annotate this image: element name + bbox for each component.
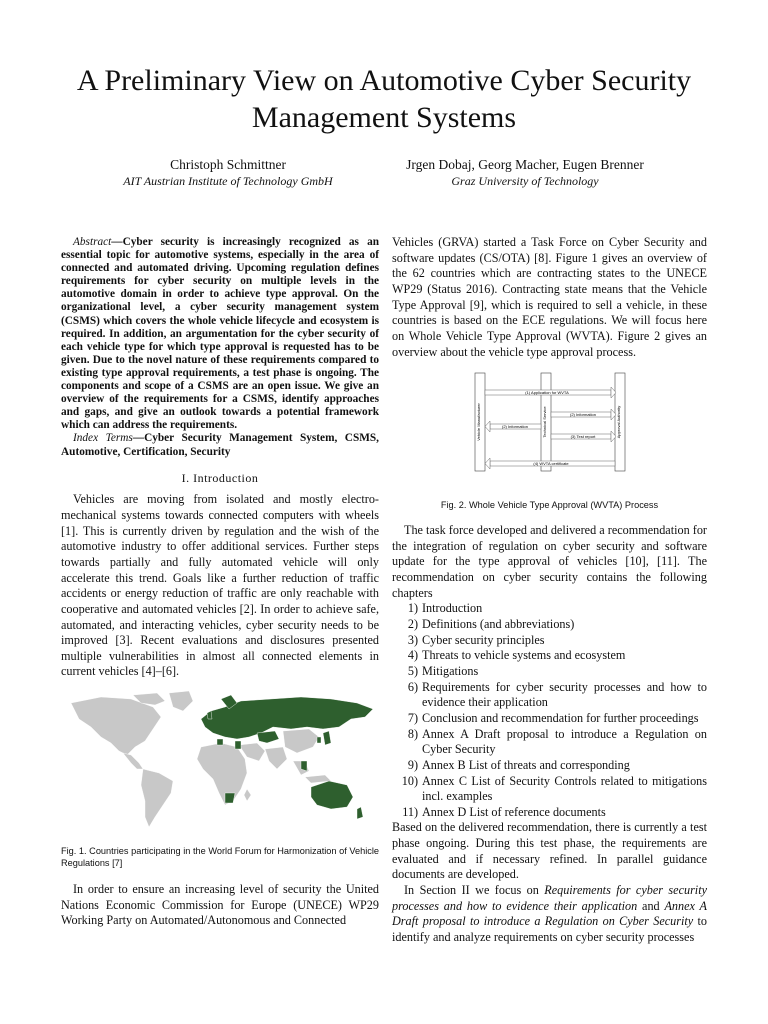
list-item: 1) Introduction [407, 601, 483, 616]
author-name: Jrgen Dobaj, Georg Macher, Eugen Brenner [406, 157, 644, 172]
message-label: (2) Information [569, 412, 597, 417]
author-block-2 [380, 156, 670, 190]
figure-1-caption: Fig. 1. Countries participating in the World Forum for Harmonization of Vehicle Regulations [7] [61, 846, 379, 868]
right-column-top [392, 235, 707, 360]
message-label: (3) Test report [570, 434, 596, 439]
paragraph: Vehicles (GRVA) started a Task Force on Cyber Security and software updates (CS/OTA) [8]. Figure 1 gives an overview of the 62 countries which are contracting states to the UNECE WP29 (Status 2016). Contracting state means that the Vehicle Type Approval [9], which is required to sell a vehicle, in these countries is based on the ECE regulations. We will focus here on Whole Vehicle Type Approval (WVTA). Figure 2 gives an overview about the vehicle type approval process. [392, 235, 707, 359]
abstract: Abstract—Cyber security is increasingly recognized as an essential topic for automotive systems, especially in the area of connected and automated driving. Upcoming regulation defines requirements for cyber security on multiple levels in the automotive domain in order to achieve type approval. On the organizational level, a cyber security management system (CSMS) which covers the whole vehicle lifecycle and ecosystem is required. In addition, an argumentation for the cyber security of each vehicle type for which type approval is requested has to be given. Due to the novel nature of these requirements compared to existing type approval requirements, a test phase is ongoing. The components and scope of a CSMS are an open issue. We give an overview of the requirements for a CSMS, identify approaches and gaps, and give an outlook towards a potential framework which can address the requirements. [61, 236, 379, 432]
author-affiliation: AIT Austrian Institute of Technology GmbH [123, 174, 333, 188]
paragraph: In Section II we focus on Requirements for cyber security processes and how to evidence their application and Annex A Draft proposal to introduce a Regulation on Cyber Security to identify and analyze requirements on cyber security processes [392, 883, 708, 945]
world-map-figure [61, 689, 379, 835]
paragraph: Based on the delivered recommendation, there is currently a test phase ongoing. During this test phase, the requirements are evaluated and if necessary refined. In parallel guidance documents are developed. [392, 820, 707, 882]
actor-label: Technical Service [542, 406, 547, 438]
wvta-sequence-diagram [471, 371, 631, 474]
paragraph: The task force developed and delivered a recommendation for the integration of regulation on cyber security and software update for the type approval of vehicles [10], [11]. The recommendation on cyber security contains the following chapters [392, 523, 707, 600]
list-item: 6) Requirements for cyber security processes and how to evidence their application [407, 679, 707, 710]
left-column [61, 236, 379, 680]
message-label: (2) Information [501, 424, 529, 429]
list-item: 8) Annex A Draft proposal to introduce a Regulation on Cyber Security [407, 726, 707, 757]
paper-title: A Preliminary View on Automotive Cyber Security Management Systems [76, 64, 692, 134]
paragraph: In order to ensure an increasing level of security the United Nations Economic Commission for Europe (UNECE) WP29 Working Party on Automated/Autonomous and Connected [61, 882, 379, 928]
list-item: 9) Annex B List of threats and corresponding [407, 757, 630, 772]
list-item: 11) Annex D List of reference documents [402, 804, 606, 819]
index-terms: Index Terms—Cyber Security Management System, CSMS, Automotive, Certification, Security [61, 432, 379, 458]
author-affiliation: Graz University of Technology [451, 174, 599, 188]
chapter-list [392, 601, 707, 820]
list-item: 3) Cyber security principles [407, 632, 545, 647]
message-label: (4) WVTA certificate [533, 461, 569, 466]
author-block-1 [88, 156, 368, 190]
paragraph: Vehicles are moving from isolated and mostly electro-mechanical systems towards connected computers with wheels [1]. This is currently driven by regulation and the wish of the automotive industry to offer additional services. Further steps towards partially and fully automated vehicle will only accelerate this trend. Goals like a further reduction of traffic accidents or energy reduction of traffic are only reachable with cooperative and automated vehicles [2]. In order to achieve safe, automated, and interacting vehicles, cyber security needs to be improved [3]. Recent evaluations and disclosures presented multiple vulnerabilities in almost all connected elements in current vehicles [4]–[6]. [61, 492, 379, 679]
list-item: 4) Threats to vehicle systems and ecosystem [407, 648, 626, 663]
list-item: 5) Mitigations [407, 663, 479, 678]
list-item: 7) Conclusion and recommendation for further proceedings [407, 710, 699, 725]
section-heading: I. Introduction [181, 470, 259, 485]
message-label: (1) Application for WVTA [525, 390, 569, 395]
figure-2-caption: Fig. 2. Whole Vehicle Type Approval (WVTA) Process [440, 500, 659, 510]
right-column-bottom [392, 523, 707, 946]
actor-label: Vehicle Manufacturer [476, 403, 481, 441]
actor-label: Approval Authority [616, 405, 621, 439]
author-name: Christoph Schmittner [170, 157, 286, 172]
list-item: 10) Annex C List of Security Controls related to mitigations incl. examples [401, 773, 707, 804]
list-item: 2) Definitions (and abbreviations) [407, 616, 575, 631]
left-column-bottom [61, 882, 379, 929]
